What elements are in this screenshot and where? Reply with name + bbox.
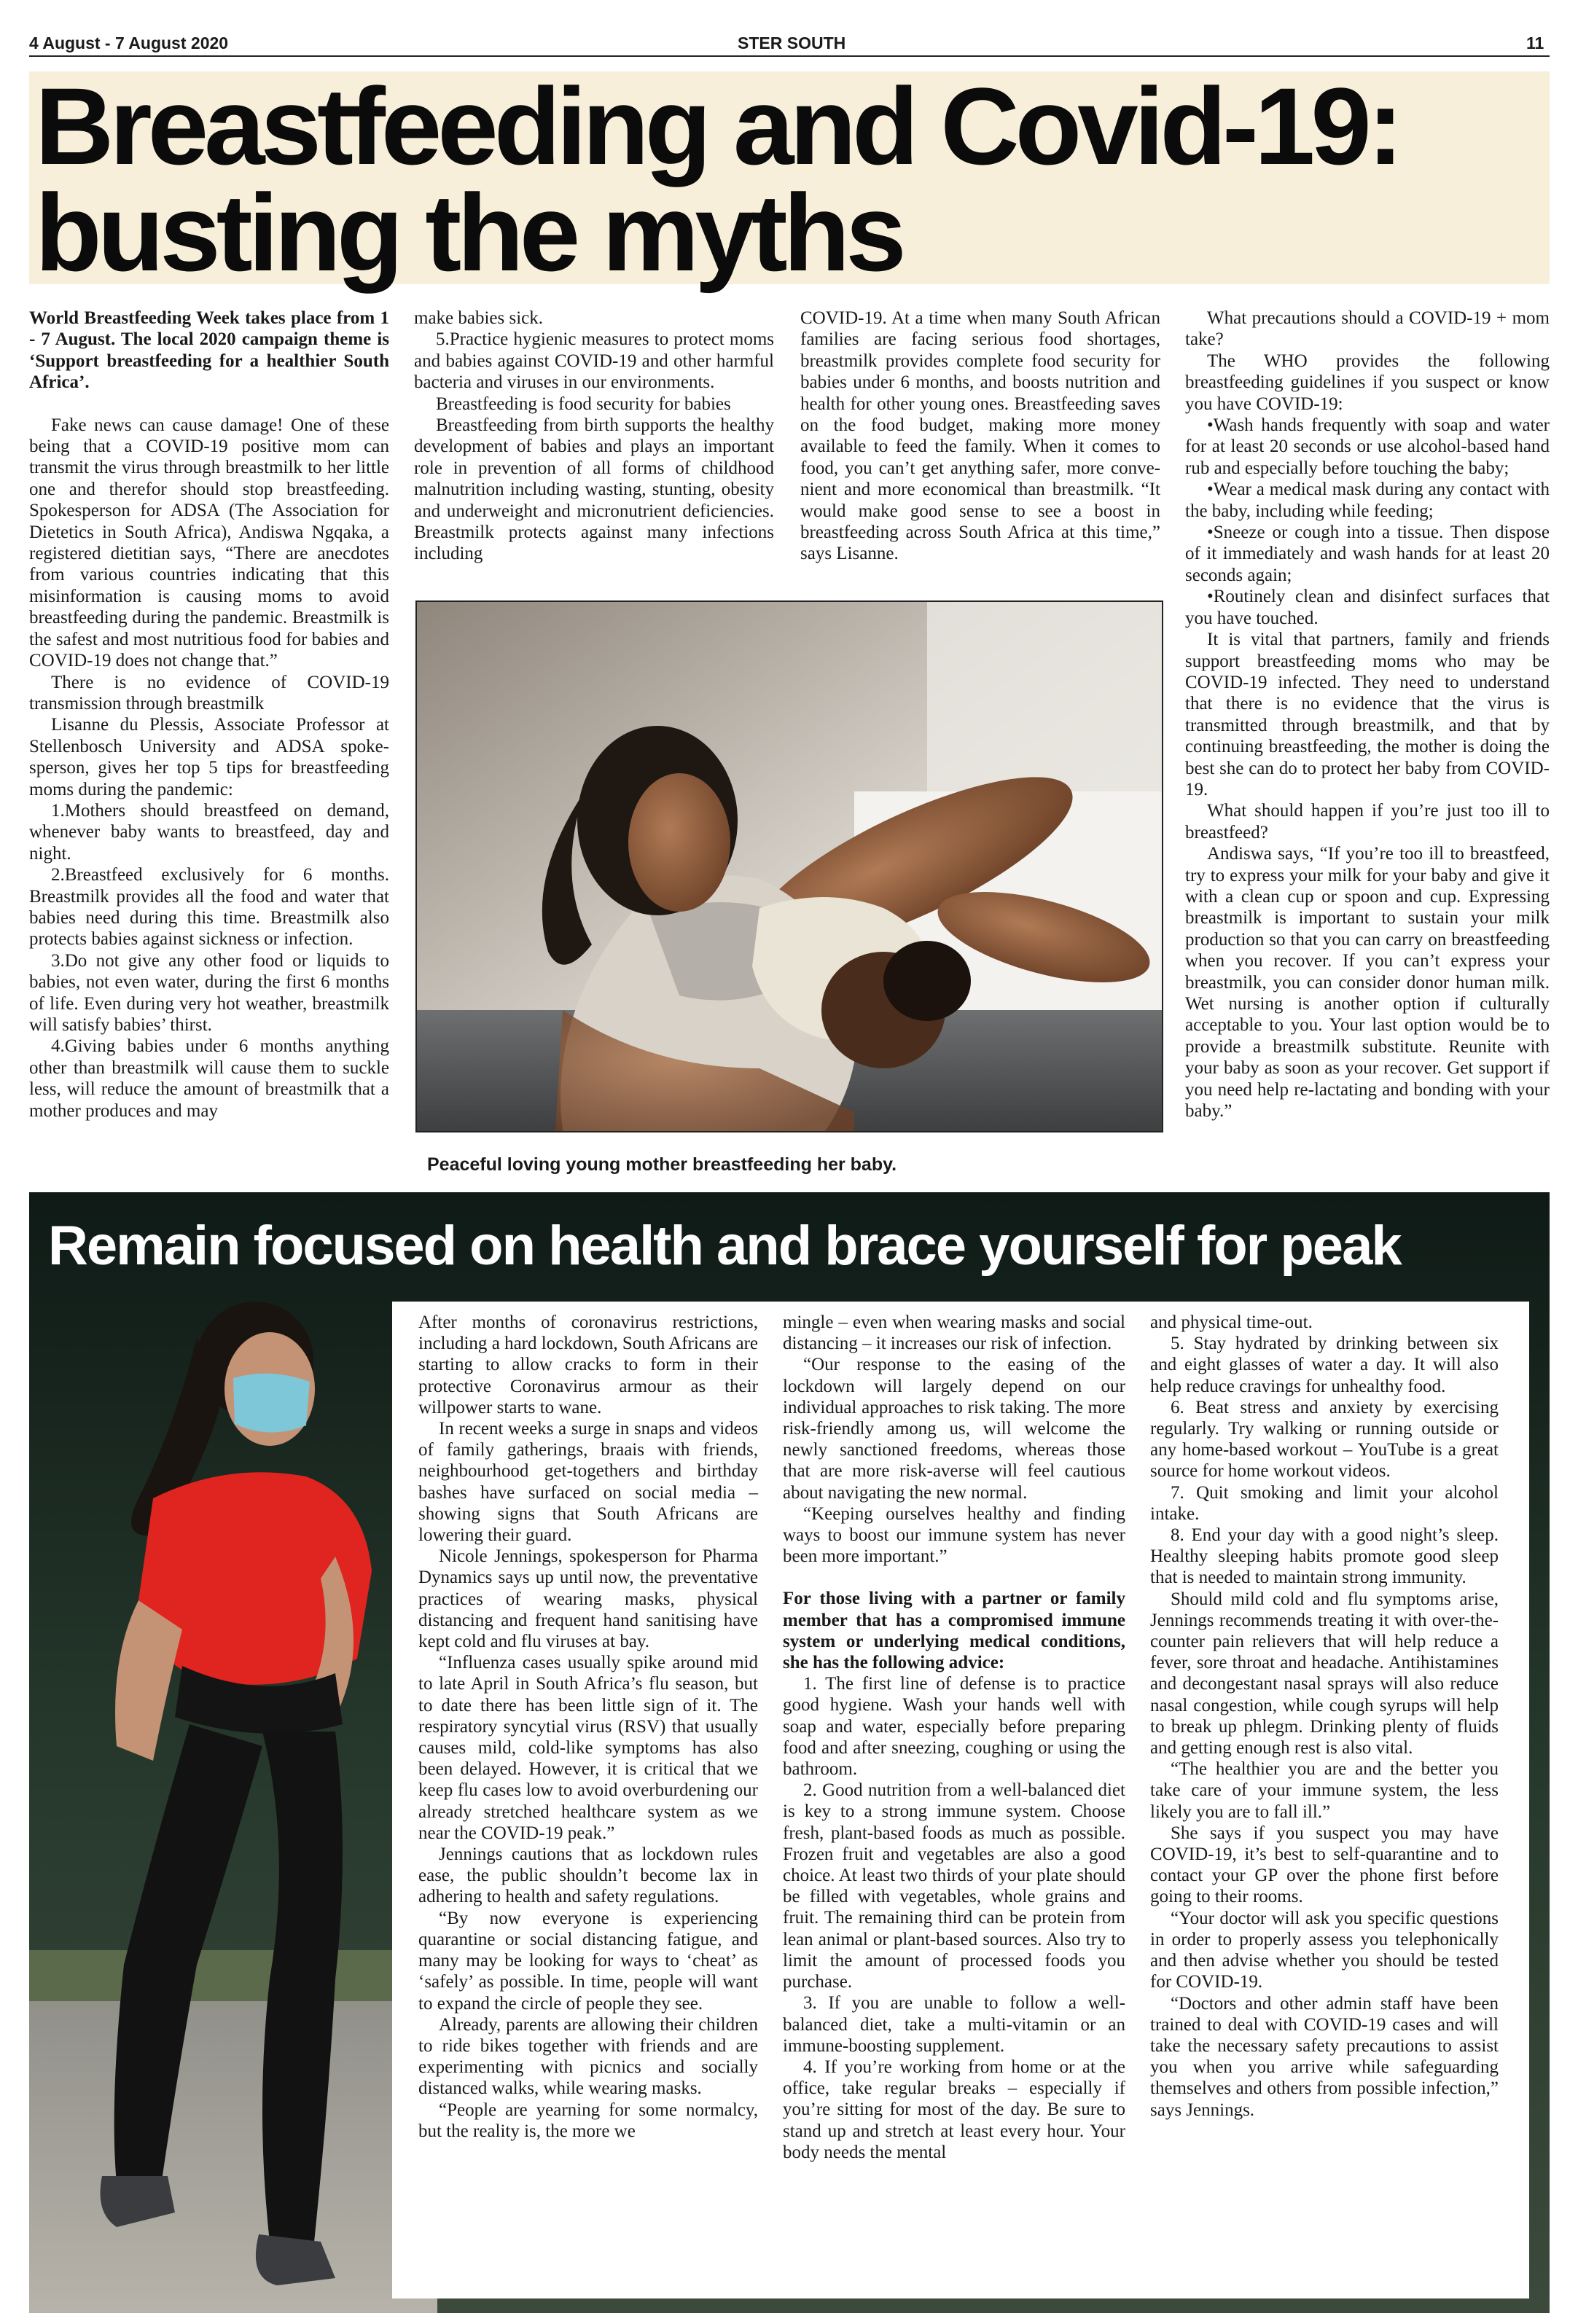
tip-item: 3.Do not give any other food or liquids to babies, not even water, during the first 6 months of life. Even during very hot weather, breastmilk will satisfy babies’ thirst. bbox=[29, 950, 389, 1035]
article2-column-3 bbox=[1150, 1312, 1499, 2121]
article-intro: World Breastfeeding Week takes place from 1 - 7 August. The local 2020 campaign theme is ‘Support breastfeeding for a healthier South Africa’. bbox=[29, 308, 389, 393]
paragraph: “The healthier you are and the better you take care of your immune system, the less likely you are to fall ill.” bbox=[1150, 1759, 1499, 1822]
advice-item: 6. Beat stress and anxiety by exercising regularly. Try walking or running outside or any home-based workout – YouTube is a great source for home workout videos. bbox=[1150, 1397, 1499, 1482]
header-rule bbox=[29, 55, 1550, 57]
article2-panel bbox=[29, 1192, 1550, 2313]
guideline-item: •Sneeze or cough into a tissue. Then dispose of it immediately and wash hands for at least 20 seconds again; bbox=[1185, 523, 1550, 585]
paragraph: It is vital that partners, family and friends support breastfeeding moms who may be COVID-19 infected. They need to understand that there is no evidence that the virus is transmitted through breastmilk, and that by continuing breastfeeding, the mother is doing the best she can do to protect her baby from COVID-19. bbox=[1185, 630, 1550, 799]
tip-item: 2.Breastfeed exclusively for 6 months. Breastmilk provides all the food and water that babies need during this time. Breastmilk also protects babies against sickness or infection. bbox=[29, 865, 389, 950]
subheading: Breastfeeding is food security for babies bbox=[436, 394, 731, 414]
page-number: 11 bbox=[1526, 34, 1544, 52]
article1-column-4 bbox=[1185, 308, 1550, 1122]
paragraph: Breastfeeding from birth supports the healthy development of babies and plays an important role in prevention of all forms of childhood malnutrition including wasting, stunting, obesity and underweight and micronutrient deficiencies. Breastmilk protects against many infections including bbox=[414, 415, 774, 564]
tip-item: 1.Mothers should breastfeed on demand, whenever baby wants to breastfeed, day and night. bbox=[29, 800, 389, 864]
headline-line-1: Breastfeeding and Covid-19: bbox=[35, 65, 1399, 187]
paragraph: Andiswa says, “If you’re too ill to breastfeed, try to express your milk for your baby and give it with a clean cup or spoon and cup. Expressing breastmilk is important to sustain your milk production so that you can carry on breastfeeding when you recover. If you can’t express your breastmilk, you can consider donor human milk. Wet nursing is another option if culturally acceptable to you. Your last option would be to provide a breastmilk substitute. Reunite with your baby as soon as your recover. Get support if you need help re-lactating and bonding with your baby.” bbox=[1185, 844, 1550, 1122]
paragraph: She says if you suspect you may have COVID-19, it’s best to self-quarantine and to contact your GP over the phone first before going to their rooms. bbox=[1150, 1823, 1499, 1907]
paragraph: “Doctors and other admin staff have been trained to deal with COVID-19 cases and will take the necessary safety precautions to assist you when you arrive while safeguarding themselves and others from possible infection,” says Jennings. bbox=[1150, 1993, 1499, 2120]
article1-column-3 bbox=[800, 308, 1160, 565]
photo-caption: Peaceful loving young mother breastfeeding her baby. bbox=[427, 1154, 897, 1175]
paragraph: Nicole Jennings, spokesperson for Pharma Dynamics says up until now, the preventative practices of wearing masks, physical distancing and frequent hand sanitising have kept cold and flu viruses at bay. bbox=[418, 1546, 758, 1652]
main-headline bbox=[35, 65, 1399, 294]
advice-item: 5. Stay hydrated by drinking between six and eight glasses of water a day. It will also help reduce cravings for unhealthy food. bbox=[1150, 1334, 1499, 1396]
tip-item: 5.Practice hygienic measures to protect moms and babies against COVID-19 and other harmful bacteria and viruses in our environments. bbox=[414, 329, 774, 393]
article1-column-1 bbox=[29, 308, 389, 1122]
paragraph: After months of coronavirus restrictions, including a hard lockdown, South Africans are starting to allow cracks to form in their protective Coronavirus armour as their willpower starts to wane. bbox=[418, 1312, 758, 1417]
headline-line-2: busting the myths bbox=[35, 171, 902, 294]
paragraph: Jennings cautions that as lockdown rules ease, the public shouldn’t become lax in adhering to health and safety regulations. bbox=[418, 1844, 758, 1907]
paragraph: Should mild cold and flu symptoms arise, Jennings recommends treating it with over-the-counter pain relievers that will help reduce a fever, sore throat and headache. Antihistamines and decongestant nasal sprays will also reduce nasal congestion, while cough syrups will help to break up phlegm. Drinking plenty of fluids and getting enough rest is also vital. bbox=[1150, 1589, 1499, 1758]
paragraph: mingle – even when wearing masks and social distancing – it increases our risk of infection. bbox=[783, 1312, 1125, 1354]
article2-text-box bbox=[392, 1302, 1529, 2298]
paragraph: “Influenza cases usually spike around mid to late April in South Africa’s flu season, but to date there has been little sign of it. The respiratory syncytial virus (RSV) that usually causes mild, cold-like symptoms has also been delayed. However, it is critical that we keep flu cases low to avoid overburdening our already stretched healthcare system as we near the COVID-19 peak.” bbox=[418, 1653, 758, 1843]
paragraph: Fake news can cause damage! One of these being that a COVID-19 positive mom can transmit the virus through breastmilk to her little one and therefor should stop breastfeeding. Spokesperson for ADSA (The Association for Dietetics in South Africa), Andiswa Ngqaka, a registered dietitian says, “There are anecdotes from various countries indicating that this misinformation is causing moms to avoid breastfeeding during the pandemic. Breastmilk is the safest and most nutritious food for babies and COVID-19 does not change that.” bbox=[29, 415, 389, 671]
article2-column-2 bbox=[783, 1312, 1125, 2163]
breastfeeding-photo bbox=[415, 600, 1163, 1132]
advice-item: 4. If you’re working from home or at the office, take regular breaks – especially if you’re sitting for most of the day. Be sure to stand up and stretch at least every hour. Your body needs the mental bbox=[783, 2057, 1125, 2162]
article2-headline: Remain focused on health and brace yourself for peak bbox=[48, 1215, 1401, 1277]
paragraph: Already, parents are allowing their children to ride bikes together with friends and are experimenting with picnics and socially distanced walks, while wearing masks. bbox=[418, 2014, 758, 2099]
publication-name: STER SOUTH bbox=[738, 34, 846, 52]
subheading: There is no evidence of COVID-19 transmission through breastmilk bbox=[29, 672, 389, 713]
advice-item: 1. The first line of defense is to practice good hygiene. Wash your hands well with soap and water, especially before preparing food and after sneezing, coughing or using the bathroom. bbox=[783, 1674, 1125, 1780]
paragraph: “By now everyone is experiencing quarantine or social distancing fatigue, and many may be looking for ways to ‘cheat’ as ‘safely’ as possible. In time, people will want to expand the circle of people they see. bbox=[418, 1908, 758, 2014]
paragraph: “Keeping ourselves healthy and finding ways to boost our immune system has never been more important.” bbox=[783, 1503, 1125, 1567]
guideline-item: •Wash hands frequently with soap and water for at least 20 seconds or use alcohol-based hand rub and especially before touching the baby; bbox=[1185, 415, 1550, 478]
paragraph: In recent weeks a surge in snaps and videos of family gatherings, braais with friends, neighbourhood get-togethers and birthday bashes have surfaced on social media – showing signs that South Africans are lowering their guard. bbox=[418, 1419, 758, 1546]
breastfeeding-illustration bbox=[417, 602, 1162, 1131]
guideline-item: •Wear a medical mask during any contact with the baby, including while feeding; bbox=[1185, 480, 1550, 521]
issue-date: 4 August - 7 August 2020 bbox=[29, 34, 229, 52]
advice-subheading: For those living with a partner or family member that has a compromised immune system or underlying medical conditions, she has the following advice: bbox=[783, 1589, 1125, 1673]
tip-item: 4.Giving babies under 6 months anything other than breastmilk will cause them to suckle less, will reduce the amount of breastmilk that a mother produces and may bbox=[29, 1036, 389, 1121]
advice-item: 3. If you are unable to follow a well-balanced diet, take a multi-vitamin or an immune-boosting supplement. bbox=[783, 1993, 1125, 2056]
subheading: What should happen if you’re just too ill to breastfeed? bbox=[1185, 801, 1550, 842]
paragraph: “People are yearning for some normalcy, but the reality is, the more we bbox=[418, 2100, 758, 2141]
advice-item: 8. End your day with a good night’s sleep. Healthy sleeping habits promote good sleep that is needed to maintain strong immunity. bbox=[1150, 1525, 1499, 1588]
article2-column-1 bbox=[418, 1312, 758, 2142]
advice-item: 2. Good nutrition from a well-balanced diet is key to a strong immune system. Choose fresh, plant-based foods as much as possible. Frozen fruit and vegetables are also a good choice. At least two thirds of your plate should be filled with vegetables, whole grains and fruit. The remaining third can be protein from lean animal or plant-based sources. Also try to limit the amount of processed foods you purchase. bbox=[783, 1780, 1125, 1992]
paragraph: “Your doctor will ask you specific questions in order to properly assess you telephonically and then advise whether you should be tested for COVID-19. bbox=[1150, 1908, 1499, 1992]
article1-column-2 bbox=[414, 308, 774, 565]
headline-banner bbox=[29, 65, 1550, 294]
paragraph: COVID-19. At a time when many South African families are facing serious food shortages, breastmilk provides complete food security for babies under 6 months, and boosts nutrition and health for other young ones. Breastfeeding saves on the food budget, making more money available to feed the family. When it comes to food, you can’t get anything safer, more convenient and more economical than breastmilk. “It would make good sense to see a boost in breastfeeding across South Africa at this time,” says Lisanne. bbox=[800, 308, 1160, 564]
paragraph: and physical time-out. bbox=[1150, 1312, 1313, 1332]
subheading: What precautions should a COVID-19 + mom take? bbox=[1185, 308, 1550, 350]
paragraph: Lisanne du Plessis, Associate Professor at Stellenbosch University and ADSA spokesperson, gives her top 5 tips for breastfeeding moms during the pandemic: bbox=[29, 715, 389, 799]
guideline-item: •Routinely clean and disinfect surfaces that you have touched. bbox=[1185, 587, 1550, 628]
paragraph: make babies sick. bbox=[414, 308, 544, 328]
paragraph: The WHO provides the following breastfeeding guidelines if you suspect or know you have COVID-19: bbox=[1185, 351, 1550, 414]
paragraph: “Our response to the easing of the lockdown will largely depend on our individual approaches to risk taking. The more risk-friendly among us, will welcome the newly sanctioned freedoms, whereas those that are more risk-averse will feel cautious about navigating the new normal. bbox=[783, 1355, 1125, 1503]
advice-item: 7. Quit smoking and limit your alcohol intake. bbox=[1150, 1482, 1499, 1524]
